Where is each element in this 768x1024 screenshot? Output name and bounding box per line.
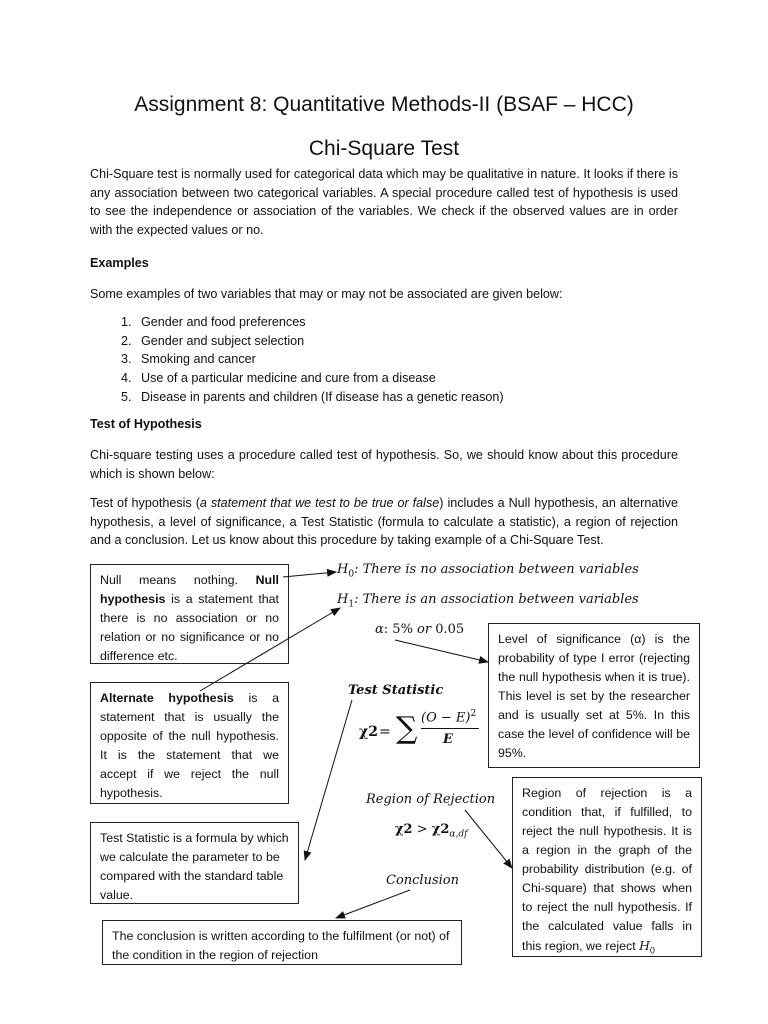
test-of-hypothesis-heading: Test of Hypothesis — [90, 417, 202, 431]
list-item: 5. Disease in parents and children (If disease has a genetic reason) — [135, 388, 504, 407]
list-item: 4. Use of a particular medicine and cure from a disease — [135, 369, 504, 388]
null-hypothesis-statement: $H_0$: There is no association between variables — [337, 562, 639, 580]
arrow-statistic-to-box — [305, 700, 352, 860]
list-item: 1. Gender and food preferences — [135, 313, 504, 332]
region-of-rejection-box: Region of rejection is a condition that, if fulfilled, to reject the null hypothesis. It is a region in the graph of the probability distribution (e.g. of Chi-square) that shows when to reject the null hypothesis. If the calculated value falls in this region, we reject $H_0$ — [512, 777, 702, 957]
page-title: Assignment 8: Quantitative Methods-II (BSAF – HCC) — [134, 93, 634, 116]
level-of-significance-box: Level of significance (α) is the probability of type I error (rejecting the null hypothesis when it is true). This level is set by the researcher and is usually set at 5%. In this case the level of confidence will be 95%. — [488, 623, 700, 768]
page-subtitle: Chi-Square Test — [308, 137, 460, 160]
examples-lead: Some examples of two variables that may or may not be associated are given below: — [90, 287, 563, 301]
conclusion-label: Conclusion — [386, 873, 459, 888]
alternate-hypothesis-statement: $H_1$: There is an association between variables — [337, 592, 639, 610]
test-statistic-label: Test Statistic — [348, 683, 444, 698]
chi-square-formula: χ2 = ∑ $(O - E)^2$ E — [359, 705, 489, 755]
alternate-hypothesis-box: Alternate hypothesis is a statement that is usually the opposite of the null hypothesis. It is the statement that we accept if we reject the null hypothesis. — [90, 682, 289, 804]
rejection-condition: $\chi 2 > \chi 2_{\alpha,df}$ — [395, 822, 468, 840]
hypothesis-definition: a statement that we test to be true or false — [199, 496, 440, 510]
examples-heading: Examples — [90, 256, 149, 270]
significance-level-values: α: 5% or 0.05 — [375, 622, 465, 637]
region-of-rejection-label: Region of Rejection — [366, 792, 496, 807]
intro-paragraph: Chi-Square test is normally used for categorical data which may be qualitative in nature. It looks if there is any association between two categorical variables. A special procedure called test of hypothesis is used to see the independence or association of the variables. We check if the observed values are in order with the expected values or no. — [90, 167, 678, 238]
list-item: 3. Smoking and cancer — [135, 350, 504, 369]
conclusion-box: The conclusion is written according to the fulfilment (or not) of the condition in the region of rejection — [102, 920, 462, 965]
arrow-alpha-to-significance — [395, 640, 488, 662]
hypothesis-paragraph-1: Chi-square testing uses a procedure called test of hypothesis. So, we should know about this procedure which is shown below: — [90, 448, 678, 481]
test-statistic-box: Test Statistic is a formula by which we calculate the parameter to be compared with the standard table value. — [90, 822, 299, 904]
arrow-region-to-box — [465, 810, 512, 868]
null-hypothesis-box: Null means nothing. Null hypothesis is a statement that there is no association or no relation or no significance or no difference etc. — [90, 564, 289, 664]
arrow-alt-to-h1 — [200, 608, 340, 691]
sigma-symbol: ∑ — [396, 711, 418, 746]
list-item: 2. Gender and subject selection — [135, 332, 504, 351]
hypothesis-paragraph-2: Test of hypothesis (a statement that we test to be true or false) includes a Null hypothesis, an alternative hypothesis, a level of significance, a Test Statistic (formula to calculate a statistic), a region of rejection and a conclusion. Let us know about this procedure by taking example of a Chi-Square Test. — [90, 496, 678, 548]
arrow-conclusion-to-box — [336, 890, 410, 918]
arrow-null-to-h0 — [283, 572, 336, 577]
